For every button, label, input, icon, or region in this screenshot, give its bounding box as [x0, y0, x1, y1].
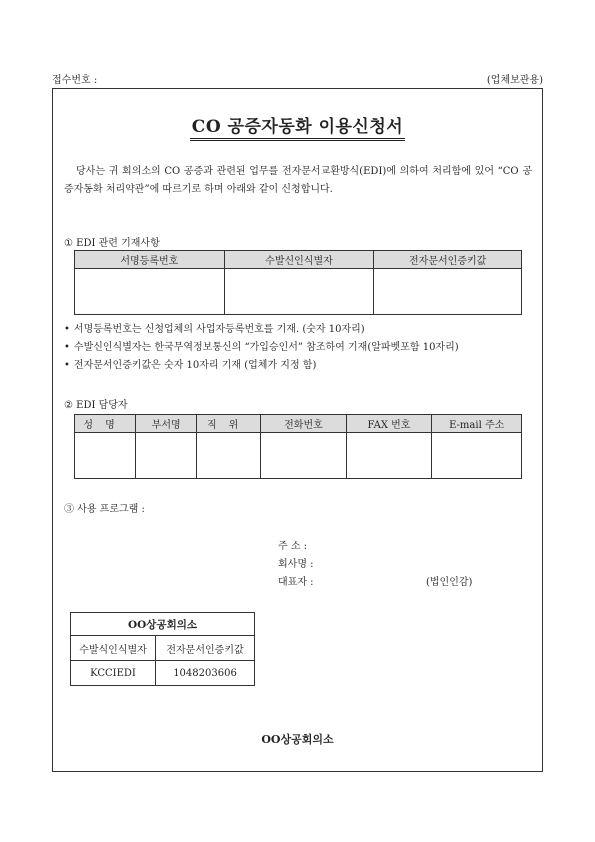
intro-paragraph: 당사는 귀 회의소의 CO 공증과 관련된 업무를 전자문서교환방식(EDI)에 의하여 처리함에 있어 “CO 공증자동화 처리약관”에 따르기로 하며 아래와 같이 신청합니다. [64, 166, 532, 195]
table-row [75, 433, 522, 479]
column-header-phone: 전화번호 [261, 415, 346, 433]
table-row [75, 269, 522, 315]
column-header-position: 직위 [197, 415, 261, 433]
form-title-text: CO 공증자동화 이용신청서 [190, 117, 405, 141]
company-name-label: 회사명 : [278, 559, 314, 570]
table-header-row [75, 251, 522, 269]
phone-cell[interactable] [261, 433, 346, 479]
auth-key-cell[interactable] [374, 269, 522, 315]
receipt-number-label: 접수번호 : [52, 75, 98, 86]
sender-id-value: KCCIEDI [71, 661, 156, 686]
column-header-auth-key: 전자문서인증키값 [156, 636, 255, 661]
edi-info-table [74, 250, 522, 315]
name-cell[interactable] [75, 433, 136, 479]
sender-id-cell[interactable] [224, 269, 374, 315]
notes-list [64, 322, 459, 376]
column-header-auth-key: 전자문서인증키값 [374, 251, 522, 269]
department-cell[interactable] [136, 433, 197, 479]
column-header-sender-id: 수발신인식별자 [224, 251, 374, 269]
corporate-seal-label: (법인인감) [426, 577, 473, 588]
section3-heading: ③ 사용 프로그램 : [64, 504, 145, 515]
table-header-row [75, 415, 522, 433]
section1-heading: ① EDI 관련 기재사항 [64, 238, 160, 249]
position-cell[interactable] [197, 433, 261, 479]
column-header-sender-id: 수발식인식별자 [71, 636, 156, 661]
table-row [71, 661, 255, 686]
column-header-department: 부서명 [136, 415, 197, 433]
column-header-name: 성명 [75, 415, 136, 433]
column-header-signature-number: 서명등록번호 [75, 251, 225, 269]
list-item: • 서명등록번호는 신청업체의 사업자등록번호를 기재. (숫자 10자리) [64, 322, 459, 340]
auth-key-value: 1048203606 [156, 661, 255, 686]
table-row [71, 636, 255, 661]
list-item: • 수발신인식별자는 한국무역정보통신의 “가입승인서” 참조하여 기재(알파벳포함 10자리) [64, 340, 459, 358]
address-label: 주 소 : [278, 541, 308, 552]
form-title [0, 112, 595, 137]
table-row [71, 613, 255, 636]
signature-number-cell[interactable] [75, 269, 225, 315]
chamber-name: OO상공회의소 [71, 613, 255, 636]
column-header-fax: FAX 번호 [346, 415, 432, 433]
footer-chamber-name: OO상공회의소 [261, 733, 334, 746]
section2-heading: ② EDI 담당자 [64, 400, 128, 411]
list-item: • 전자문서인증키값은 숫자 10자리 기재 (업체가 지정 함) [64, 358, 459, 376]
email-cell[interactable] [432, 433, 522, 479]
fax-cell[interactable] [346, 433, 432, 479]
chamber-info-table [70, 612, 255, 686]
representative-label: 대표자 : [278, 577, 314, 588]
edi-contact-table [74, 414, 522, 479]
column-header-email: E-mail 주소 [432, 415, 522, 433]
copy-type-label: (업체보관용) [486, 75, 543, 86]
